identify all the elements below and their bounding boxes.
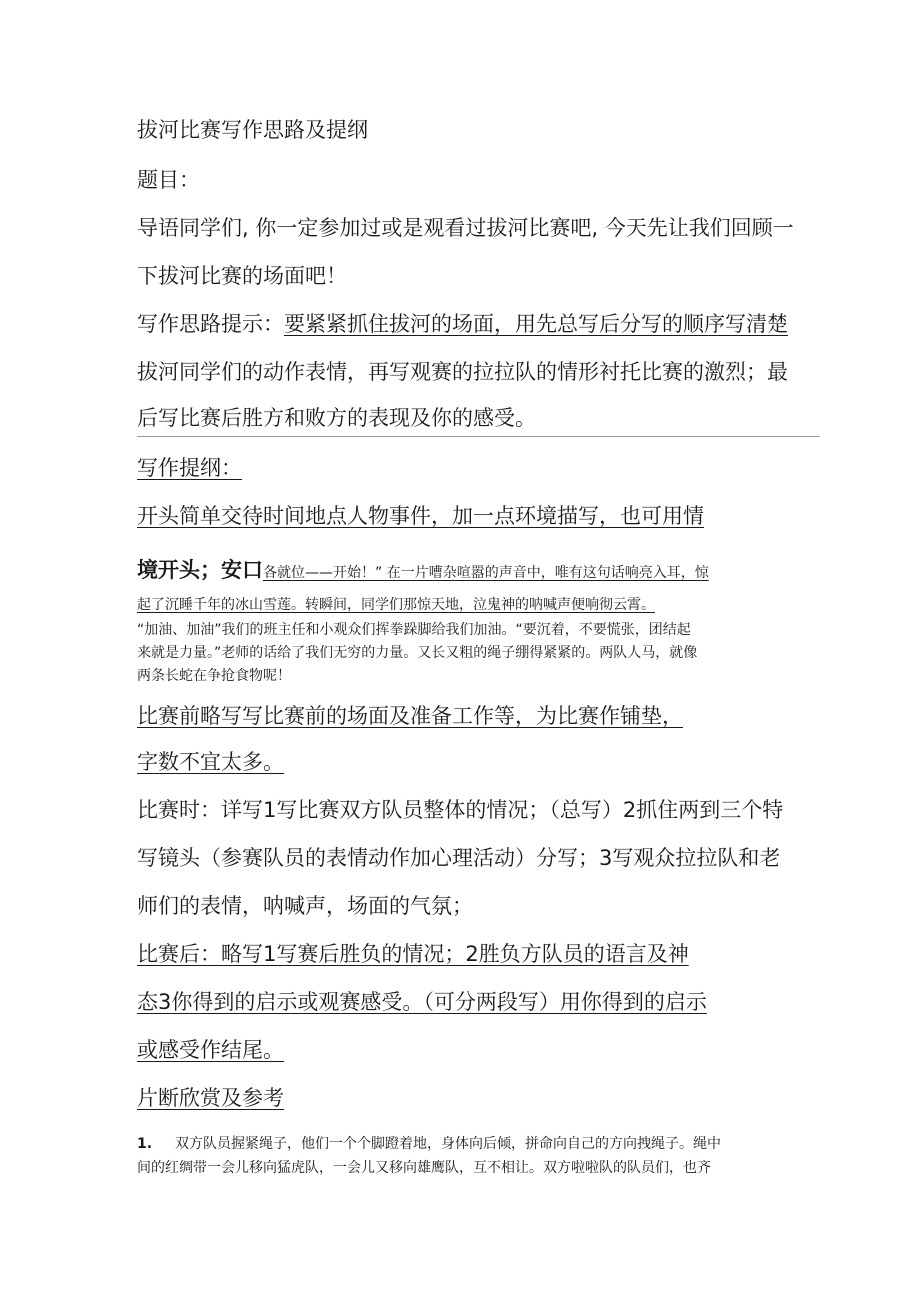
sample-line-1: 起了沉睡千年的冰山雪莲。转瞬间，同学们那惊天地，泣鬼神的呐喊声便响彻云霄。 [137,597,655,613]
sample-line-3: 来就是力量。”老师的话给了我们无穷的力量。又长又粗的绳子绷得紧紧的。两队人马，就像 [137,645,698,661]
after-heading: 比赛后 [137,942,200,966]
sample-line-2: “加油、加油”我们的班主任和小观众们挥拳跺脚给我们加油。“要沉着，不要慌张，团结起 [137,622,691,638]
doc-title: 拔河比赛写作思路及提纲 [137,118,368,142]
before-heading: 比赛前 [137,704,200,728]
excerpt-label: 片断欣赏及参考 [137,1086,284,1110]
during-line-3: 师们的表情，呐喊声，场面的气氛； [137,894,473,918]
outline-label: 写作提纲： [137,456,242,480]
opening-line-2-heading: 境开头；安口 [137,558,263,582]
during-text: ：详写1写比赛双方队员整体的情况；（总写）2抓住两到三个特 [200,798,784,822]
excerpt-line-1 [137,1136,721,1152]
before-line-1 [137,704,683,728]
during-heading: 比赛时 [137,798,200,822]
sample-line-0: 各就位——开始！” 在一片嘈杂喧嚣的声音中，唯有这句话响亮入耳，惊 [263,565,709,581]
tip-line-3: 后写比赛后胜方和败方的表现及你的感受。 [137,406,536,430]
topic-label: 题目： [137,168,200,192]
during-line-1 [137,798,783,822]
after-text: ：略写1写赛后胜负的情况；2胜负方队员的语言及神 [200,942,689,966]
excerpt-line-2: 间的红绸带一会儿移向猛虎队，一会儿又移向雄鹰队，互不相让。双方啦啦队的队员们，也齐 [137,1160,711,1176]
tip-label: 写作思路提示： [137,312,284,336]
after-line-3: 或感受作结尾。 [137,1038,284,1062]
opening-line-1 [137,504,704,528]
intro-line-1: 导语同学们, 你一定参加过或是观看过拔河比赛吧, 今天先让我们回顾一 [137,216,794,240]
opening-text: 简单交待时间地点人物事件，加一点环境描写，也可用情 [179,504,704,528]
tip-text: 要紧紧抓住拔河的场面，用先总写后分写的顺序写清楚 [284,312,788,336]
before-line-2: 字数不宜太多。 [137,750,284,774]
excerpt-number: 1. [137,1136,153,1152]
opening-heading: 开头 [137,504,179,528]
intro-line-2: 下拔河比赛的场面吧！ [137,264,347,288]
tip-line-1 [137,312,788,336]
tip-line-2: 拔河同学们的动作表情，再写观赛的拉拉队的情形衬托比赛的激烈；最 [137,360,788,384]
after-line-1 [137,942,689,966]
opening-line-2 [137,558,709,582]
sample-line-4: 两条长蛇在争抢食物呢！ [137,668,291,684]
during-line-2: 写镜头（参赛队员的表情动作加心理活动）分写；3写观众拉拉队和老 [137,846,781,870]
after-line-2: 态3你得到的启示或观赛感受。（可分两段写）用你得到的启示 [137,990,707,1014]
excerpt-text-1: 双方队员握紧绳子，他们一个个脚蹬着地，身体向后倾，拼命向自己的方向拽绳子。绳中 [175,1136,721,1152]
section-divider [137,436,820,437]
before-text: 略写写比赛前的场面及准备工作等，为比赛作铺垫， [200,704,683,728]
